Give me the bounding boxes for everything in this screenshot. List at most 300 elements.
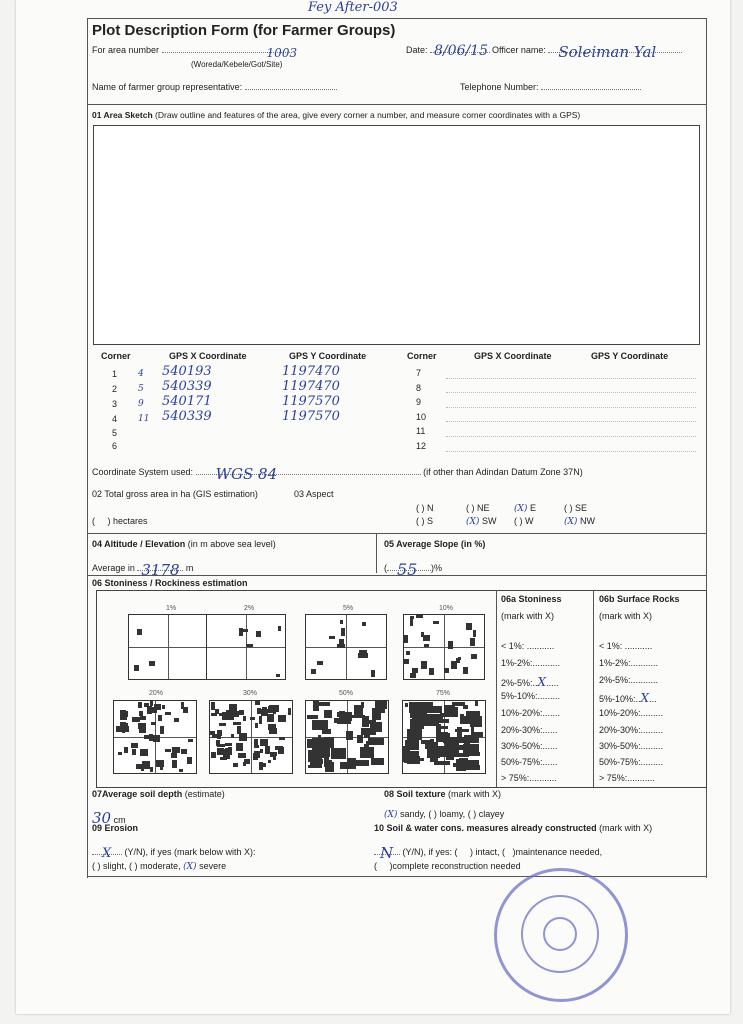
swc-hint: (mark with X) — [599, 823, 653, 833]
stone-block — [456, 759, 466, 771]
stone-block — [371, 670, 375, 677]
stone-block — [438, 719, 449, 723]
stone-block — [132, 749, 136, 755]
level-label: > 75%: — [599, 773, 628, 783]
rocks-b-mark: X — [640, 691, 650, 705]
soil-texture-options — [384, 809, 504, 820]
aspect-mark: ( ) — [514, 516, 523, 526]
stone-block — [324, 755, 329, 767]
coordinate-system-field[interactable] — [92, 465, 583, 483]
coordinate-system-label: Coordinate System used: — [92, 467, 194, 477]
gps-row[interactable] — [416, 364, 696, 378]
stone-block — [467, 713, 470, 720]
level-label: 30%-50%: — [599, 741, 641, 751]
stone-block — [357, 735, 363, 743]
rocks-b-option[interactable]: 1%-2%:........... — [599, 658, 659, 668]
soil-depth-heading-line — [92, 789, 225, 799]
corner-number: 10 — [416, 411, 427, 422]
corner-note: 5 — [138, 384, 144, 394]
stone-block — [254, 745, 259, 748]
aspect-option-label: SE — [575, 503, 588, 513]
stoniness-a-option[interactable]: < 1%: ........... — [501, 641, 555, 651]
gps-row[interactable] — [112, 409, 382, 424]
erosion-field[interactable] — [92, 846, 256, 861]
corner-number: 7 — [416, 368, 422, 379]
stone-block — [239, 733, 247, 741]
stone-block — [140, 749, 148, 756]
aspect-option-ne[interactable] — [466, 503, 490, 513]
aspect-option-s[interactable] — [416, 516, 433, 526]
aspect-label: 03 Aspect — [294, 489, 334, 499]
stone-block — [409, 702, 424, 713]
soil-texture-heading: 08 Soil texture — [384, 789, 446, 799]
pattern-label-20: 20% — [148, 690, 163, 697]
stone-block — [165, 749, 171, 752]
stone-block — [308, 765, 322, 768]
aspect-option-label: W — [525, 516, 534, 526]
stone-block — [445, 743, 459, 752]
stone-block — [307, 739, 321, 748]
stoniness-a-option[interactable]: 1%-2%:........... — [501, 658, 561, 668]
corner-number: 8 — [416, 382, 422, 393]
stone-block — [368, 738, 384, 745]
stone-block — [307, 715, 318, 719]
gps-row[interactable] — [416, 436, 696, 451]
slope-field[interactable]: ( 55 )% — [384, 560, 442, 579]
gps-header-corner-left: Corner — [101, 351, 131, 361]
representative-field[interactable] — [92, 82, 337, 92]
swc-heading-line — [374, 823, 652, 833]
texture-label: sandy, — [399, 809, 426, 819]
stone-block — [261, 709, 268, 716]
level-label: < 1%: — [501, 641, 525, 651]
stone-block — [131, 743, 138, 748]
divider — [87, 575, 706, 576]
corner-number: 9 — [416, 397, 422, 408]
stone-block — [122, 729, 125, 733]
stone-block — [411, 730, 419, 736]
stone-block — [153, 737, 156, 741]
sketch-heading-line — [92, 110, 580, 120]
texture-label: loamy, — [439, 809, 466, 819]
stone-block — [410, 673, 416, 678]
stone-block — [120, 710, 126, 715]
level-label: 1%-2%: — [599, 658, 631, 668]
texture-option-loamy[interactable] — [428, 809, 465, 819]
corner-note: 9 — [138, 399, 144, 409]
gps-row[interactable] — [416, 378, 696, 393]
top-handwritten-note: Fey After-003 — [308, 0, 398, 15]
stoniness-pattern-2 — [206, 614, 286, 680]
aspect-mark: ( ) — [416, 503, 425, 513]
pattern-label-10: 10% — [438, 605, 453, 612]
gps-row[interactable] — [112, 424, 382, 438]
gross-area-label: 02 Total gross area in ha (GIS estimation) — [92, 489, 258, 499]
stone-block — [471, 654, 477, 659]
stone-block — [253, 753, 258, 760]
erosion-option-slight[interactable] — [92, 861, 127, 871]
rocks-b-option[interactable]: 20%-30%:......... — [599, 725, 664, 735]
stone-block — [125, 723, 128, 726]
stone-block — [132, 717, 140, 722]
erosion-mark: ( ) — [92, 861, 101, 871]
stone-block — [231, 711, 239, 717]
slope-heading: 05 Average Slope (in %) — [384, 539, 486, 549]
gps-header-x-left: GPS X Coordinate — [169, 351, 247, 361]
stone-block — [404, 659, 409, 664]
form-sheet — [16, 0, 730, 1014]
aspect-mark: (X) — [564, 517, 578, 527]
stone-block — [463, 667, 468, 674]
gps-header-corner-right: Corner — [407, 351, 437, 361]
corner-number: 2 — [112, 384, 118, 394]
stone-block — [430, 742, 438, 754]
stone-block — [371, 758, 384, 765]
texture-mark: ( ) — [428, 809, 437, 819]
aspect-option-e[interactable] — [514, 503, 536, 514]
erosion-label: severe — [199, 861, 227, 871]
stone-block — [288, 708, 291, 715]
stone-block — [448, 641, 453, 649]
stone-block — [324, 737, 334, 748]
area-sketch-box[interactable] — [93, 125, 700, 345]
stoniness-a-option[interactable]: 20%-30%:...... — [501, 725, 558, 735]
stone-block — [340, 620, 343, 624]
swc-value: N — [380, 844, 394, 862]
level-label: 20%-30%: — [501, 725, 543, 735]
corner-number: 6 — [112, 441, 118, 452]
corner-number: 3 — [112, 399, 118, 409]
stone-block — [279, 737, 285, 740]
gps-header-y-right: GPS Y Coordinate — [591, 351, 669, 361]
stoniness-divider-b — [593, 590, 594, 787]
stone-block — [174, 718, 179, 722]
rocks-b-option[interactable]: 10%-20%:......... — [599, 708, 664, 718]
gps-y-value: 1197470 — [282, 364, 340, 379]
rocks-b-option[interactable]: < 1%: ........... — [599, 641, 653, 651]
aspect-option-sw[interactable] — [466, 516, 496, 527]
corner-number: 5 — [112, 427, 118, 438]
stone-block — [437, 755, 440, 758]
stone-block — [320, 722, 326, 728]
corner-note: 4 — [138, 369, 144, 379]
soil-depth-hint: (estimate) — [184, 789, 225, 799]
swc-reconstruction-option[interactable]: ( )complete reconstruction needed — [374, 861, 521, 871]
erosion-option-moderate[interactable] — [129, 861, 181, 871]
gps-row[interactable] — [416, 393, 696, 408]
texture-option-clayey[interactable] — [468, 809, 505, 819]
stoniness-col-b-hint: (mark with X) — [599, 611, 653, 621]
stone-block — [150, 767, 153, 772]
stone-block — [370, 722, 382, 732]
stone-block — [239, 710, 244, 715]
soil-depth-unit: cm — [113, 815, 126, 825]
stone-block — [225, 743, 232, 746]
stone-block — [136, 764, 142, 769]
stone-block — [407, 745, 416, 750]
stone-block — [188, 739, 193, 742]
erosion-value: X — [102, 846, 112, 861]
rocks-b-option[interactable]: 2%-5%:........... — [599, 675, 659, 685]
pattern-label-30: 30% — [242, 690, 257, 697]
area-number-label: For area number — [92, 45, 160, 55]
stone-block — [220, 757, 227, 760]
aspect-mark: ( ) — [564, 503, 573, 513]
aspect-option-n[interactable] — [416, 503, 434, 513]
stone-block — [463, 716, 477, 724]
aspect-mark: (X) — [466, 517, 480, 527]
stone-block — [158, 715, 162, 721]
stone-block — [269, 728, 277, 734]
divider — [87, 533, 706, 534]
stone-block — [454, 707, 458, 717]
stoniness-pattern-5 — [305, 614, 387, 680]
altitude-average-label: Average in — [92, 563, 135, 573]
texture-option-sandy[interactable] — [384, 809, 426, 819]
stone-block — [403, 751, 419, 762]
corner-number: 12 — [416, 441, 427, 452]
stone-block — [151, 707, 157, 713]
stone-block — [406, 651, 410, 655]
hectares-field[interactable]: ( ) hectares — [92, 516, 148, 526]
stone-block — [149, 661, 155, 666]
stone-block — [276, 674, 280, 677]
level-label: 5%-10%: — [501, 691, 538, 701]
stone-block — [238, 753, 246, 758]
stone-block — [444, 668, 449, 673]
stoniness-pattern-1 — [128, 614, 208, 680]
soil-texture-hint: (mark with X) — [448, 789, 502, 799]
gps-row[interactable] — [416, 422, 696, 437]
gps-row[interactable] — [416, 407, 696, 422]
gps-row[interactable] — [112, 364, 382, 379]
stone-block — [160, 726, 164, 734]
stone-block — [473, 630, 476, 637]
stone-block — [475, 765, 480, 770]
aspect-mark: ( ) — [416, 516, 425, 526]
soil-depth-heading: 07Average soil depth — [92, 789, 183, 799]
pattern-label-1: 1% — [165, 605, 177, 612]
stone-block — [341, 628, 345, 636]
telephone-label: Telephone Number: — [460, 82, 539, 92]
stoniness-pattern-10 — [403, 614, 485, 680]
stone-block — [362, 716, 369, 727]
stone-block — [322, 729, 331, 734]
stone-block — [236, 743, 243, 751]
swc-heading: 10 Soil & water cons. measures already constructed — [374, 823, 597, 833]
form-bottom-border — [87, 876, 706, 877]
stoniness-pattern-20 — [113, 700, 197, 774]
level-label: 2%-5%: — [599, 675, 631, 685]
stoniness-pattern-50 — [305, 700, 389, 774]
soil-texture-heading-line — [384, 789, 501, 799]
stoniness-a-option[interactable]: 2%-5%:..X..... — [501, 675, 559, 689]
stone-block — [412, 668, 418, 673]
stone-block — [260, 739, 268, 746]
stone-block — [256, 631, 261, 637]
stone-block — [231, 734, 234, 738]
form-top-border — [87, 18, 706, 19]
stone-block — [259, 716, 262, 724]
stone-block — [364, 744, 369, 754]
level-label: 20%-30%: — [599, 725, 641, 735]
level-label: 2%-5%: — [501, 678, 533, 688]
officer-value: Soleiman Yal — [558, 43, 657, 61]
aspect-option-se[interactable] — [564, 503, 587, 513]
hectares-label: hectares — [113, 516, 148, 526]
stoniness-col-b-title: 06b Surface Rocks — [599, 594, 680, 604]
officer-field[interactable] — [492, 43, 682, 61]
erosion-mark: (X) — [183, 862, 197, 872]
gps-table-right — [416, 364, 696, 452]
stone-block — [267, 714, 274, 722]
stoniness-heading: 06 Stoniness / Rockiness estimation — [92, 578, 248, 588]
gps-row[interactable] — [112, 438, 382, 452]
texture-mark: ( ) — [467, 809, 477, 819]
gps-y-value: 1197570 — [282, 394, 340, 409]
stone-block — [433, 621, 439, 624]
stone-block — [239, 628, 243, 636]
stone-block — [217, 734, 221, 739]
aspect-option-label: N — [427, 503, 434, 513]
stone-block — [222, 712, 227, 720]
swc-field[interactable]: N (Y/N), if yes: ( ) intact, ( )maintenance needed, — [374, 847, 602, 857]
gps-row[interactable] — [112, 394, 382, 409]
stone-block — [181, 749, 187, 754]
stone-block — [471, 727, 474, 736]
rocks-b-option[interactable]: 50%-75%:......... — [599, 757, 664, 767]
altitude-unit: m — [185, 563, 194, 573]
swc-reconstruction: complete reconstruction needed — [392, 861, 521, 871]
gps-x-value: 540171 — [162, 394, 212, 409]
stone-block — [134, 665, 139, 671]
gps-x-value: 540339 — [162, 409, 212, 424]
aspect-option-nw[interactable] — [564, 516, 595, 527]
officer-label: Officer name: — [492, 45, 546, 55]
rocks-b-option[interactable]: 30%-50%:......... — [599, 741, 664, 751]
stone-block — [138, 702, 142, 708]
divider — [87, 104, 706, 105]
stone-block — [410, 618, 413, 626]
gps-y-value: 1197470 — [282, 379, 340, 394]
rocks-b-option[interactable]: > 75%:........... — [599, 773, 655, 783]
stone-block — [217, 744, 225, 747]
gps-x-value: 540193 — [162, 364, 212, 379]
stone-block — [318, 735, 321, 740]
stone-block — [223, 749, 230, 757]
stone-block — [139, 711, 143, 716]
stone-block — [118, 752, 122, 755]
stone-block — [211, 752, 216, 758]
stone-block — [250, 717, 255, 720]
slope-unit: )% — [431, 563, 442, 573]
corner-note: 11 — [138, 414, 150, 424]
stone-block — [475, 701, 478, 706]
stone-block — [237, 726, 241, 734]
stone-block — [311, 669, 316, 674]
aspect-option-w[interactable] — [514, 516, 534, 526]
gps-header-x-right: GPS X Coordinate — [474, 351, 552, 361]
stone-block — [331, 748, 346, 759]
stone-block — [381, 701, 387, 709]
date-value: 8/06/15 — [434, 43, 489, 59]
sketch-heading: 01 Area Sketch — [92, 110, 153, 120]
stone-block — [179, 769, 183, 772]
stone-block — [416, 615, 423, 618]
stone-block — [156, 760, 164, 767]
stone-block — [259, 762, 263, 770]
sketch-instruction: (Draw outline and features of the area, give every corner a number, and measure corner coordinates with a GPS) — [155, 110, 581, 120]
stone-block — [463, 744, 479, 754]
stone-block — [271, 705, 279, 708]
stoniness-divider-a — [496, 590, 497, 787]
corner-number: 4 — [112, 414, 118, 424]
gps-header-y-left: GPS Y Coordinate — [289, 351, 367, 361]
stoniness-a-option[interactable]: > 75%:........... — [501, 773, 557, 783]
stone-block — [278, 626, 281, 631]
stoniness-a-option[interactable]: 30%-50%:...... — [501, 741, 558, 751]
form-left-border — [87, 18, 88, 878]
stoniness-pattern-75 — [402, 700, 486, 774]
stone-block — [172, 760, 177, 768]
stone-block — [421, 661, 427, 669]
pattern-label-2: 2% — [243, 605, 255, 612]
level-label: 50%-75%: — [599, 757, 641, 767]
stone-block — [273, 710, 276, 714]
stoniness-a-option[interactable]: 5%-10%:......... — [501, 691, 561, 701]
altitude-field[interactable] — [92, 561, 194, 579]
stone-block — [233, 722, 241, 725]
area-number-field[interactable] — [92, 45, 298, 60]
telephone-field[interactable] — [460, 82, 641, 92]
stone-block — [429, 668, 434, 675]
woreda-hint: (Woreda/Kebele/Got/Site) — [191, 60, 283, 69]
stone-block — [255, 701, 260, 705]
stone-block — [138, 723, 146, 729]
rocks-b-option[interactable]: 5%-10%:..X... — [599, 691, 657, 705]
stone-block — [219, 723, 226, 726]
soil-depth-value: 30 — [92, 809, 112, 827]
stone-block — [243, 762, 246, 766]
erosion-option-severe[interactable] — [183, 861, 226, 871]
coordinate-system-value: WGS 84 — [215, 465, 278, 483]
gps-row[interactable] — [112, 379, 382, 394]
swc-maintenance: maintenance needed, — [515, 847, 603, 857]
stone-block — [470, 638, 475, 646]
aspect-mark: (X) — [514, 504, 528, 514]
stone-block — [187, 757, 192, 764]
stone-block — [268, 760, 271, 763]
aspect-option-label: NE — [477, 503, 490, 513]
pattern-label-5: 5% — [342, 605, 354, 612]
stone-block — [124, 747, 128, 753]
official-stamp — [494, 868, 628, 1002]
stone-block — [426, 720, 439, 726]
stone-block — [329, 636, 335, 639]
stoniness-a-option[interactable]: 10%-20%:....... — [501, 708, 561, 718]
stoniness-a-option[interactable]: 50%-75%:...... — [501, 757, 558, 767]
stone-block — [139, 729, 146, 733]
date-field[interactable] — [406, 43, 490, 59]
stone-block — [353, 760, 369, 766]
aspect-option-label: SW — [481, 516, 497, 526]
texture-label: clayey — [478, 809, 505, 819]
pattern-label-50: 50% — [338, 690, 353, 697]
erosion-label: moderate, — [140, 861, 181, 871]
aspect-option-label: S — [427, 516, 434, 526]
erosion-question: (Y/N), if yes (mark below with X): — [124, 847, 256, 857]
level-label: > 75%: — [501, 773, 530, 783]
